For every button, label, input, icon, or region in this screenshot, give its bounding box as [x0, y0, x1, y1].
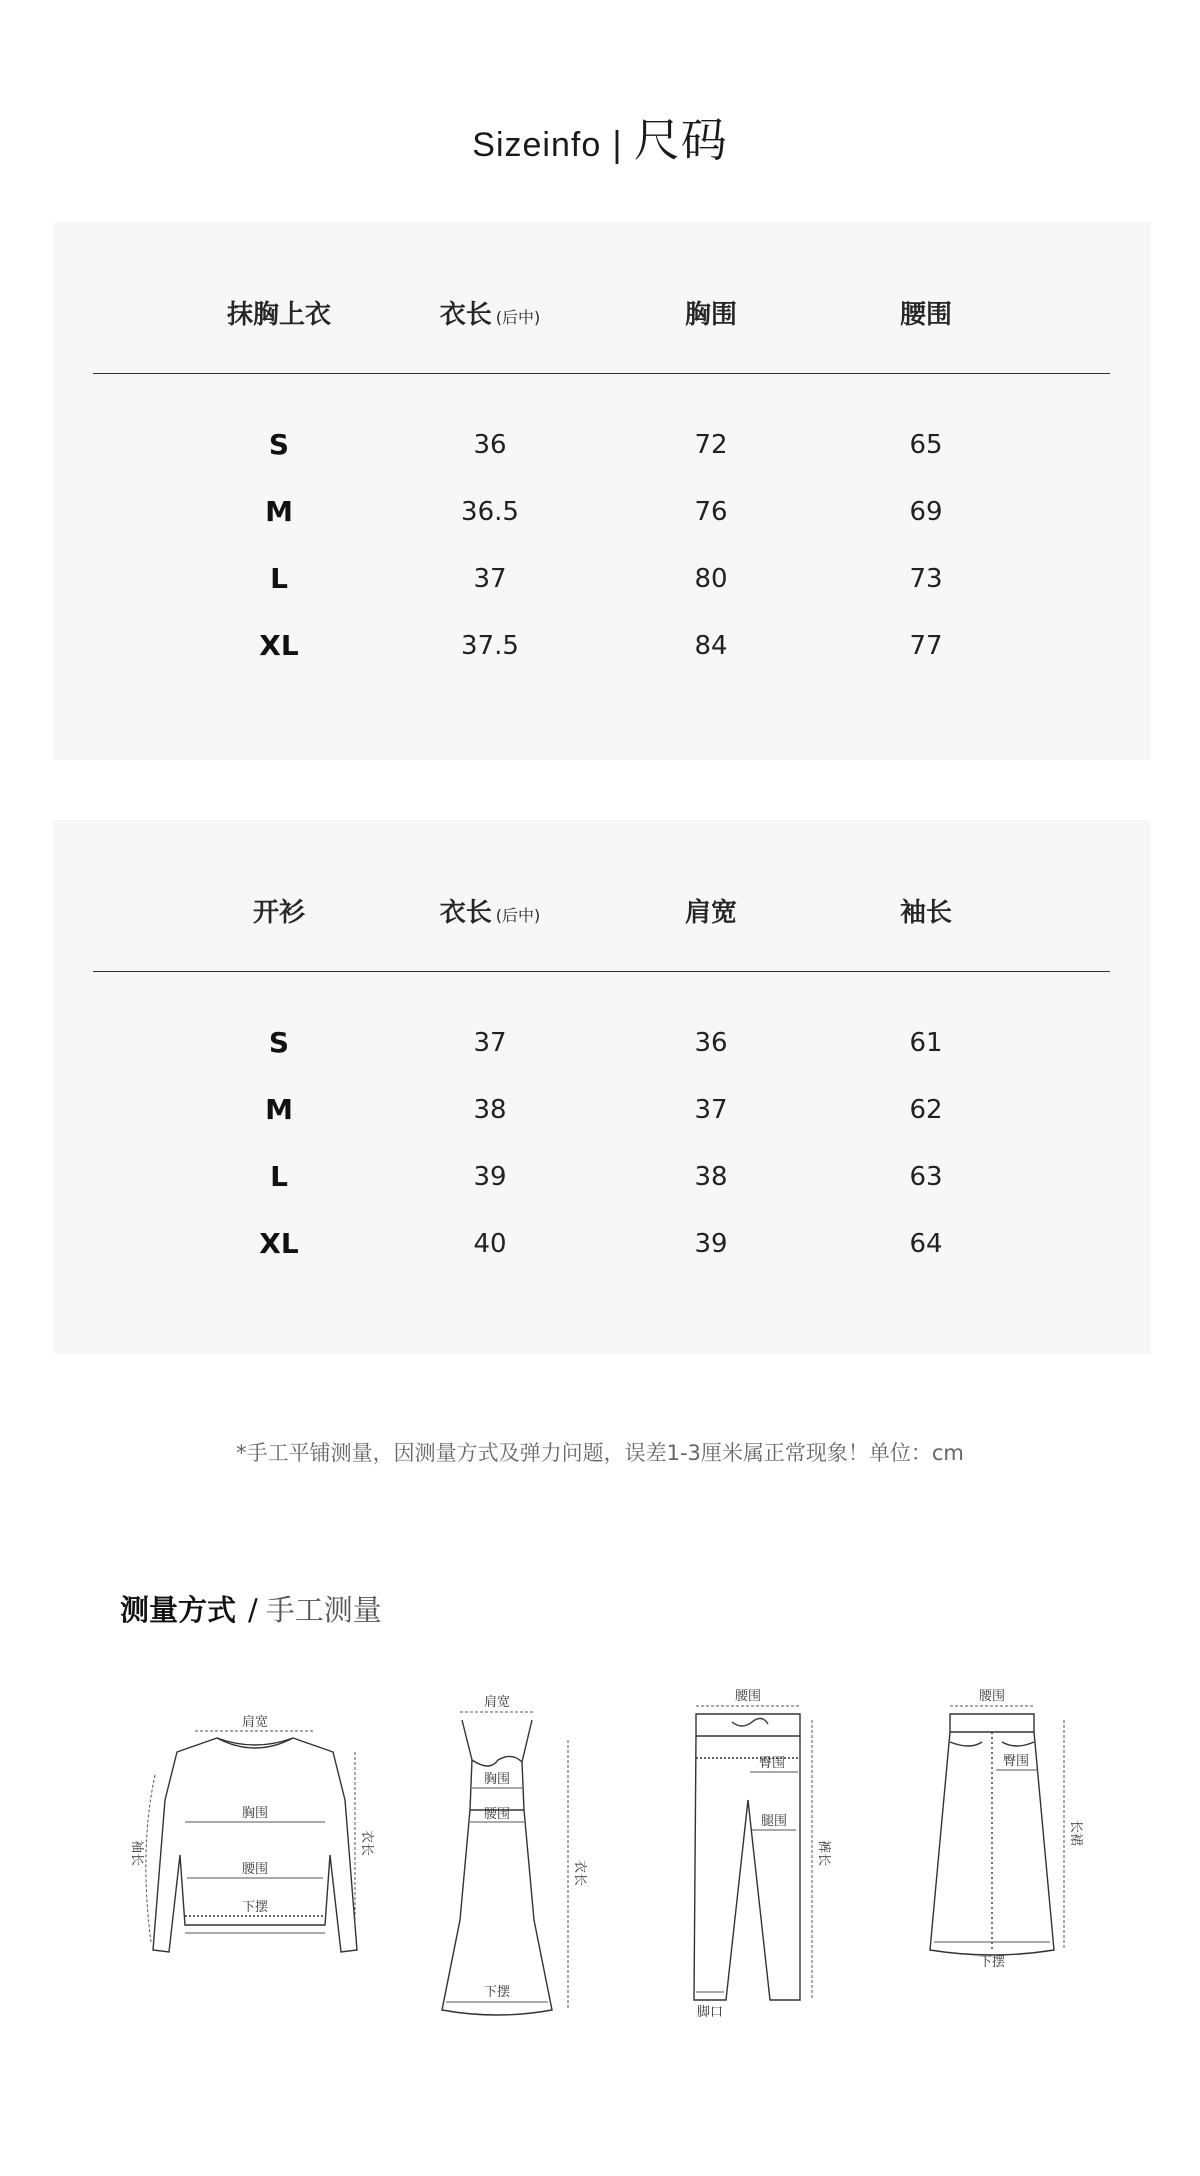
header-col1-text: 衣长	[439, 898, 492, 928]
title-separator: |	[611, 125, 624, 165]
header-col2: 肩宽	[684, 898, 738, 928]
label-chest: 胸围	[483, 1772, 511, 1787]
label-waist: 腰围	[241, 1862, 269, 1877]
table-body	[53, 1020, 1150, 1288]
label-hem: 下摆	[241, 1900, 269, 1915]
pants-diagram	[680, 1680, 860, 2020]
page-title	[0, 112, 1200, 173]
table-header	[53, 292, 1150, 338]
measure-heading	[120, 1590, 382, 1630]
measure-heading-separator: /	[248, 1593, 258, 1627]
label-length: 衣长	[572, 1860, 587, 1887]
measure-heading-bold: 测量方式	[120, 1593, 237, 1627]
table-row	[53, 556, 1150, 623]
label-length: 长裙	[1068, 1820, 1083, 1847]
header-label: 开衫	[252, 898, 306, 928]
label-thigh: 腿围	[760, 1814, 788, 1829]
value-cell: 38	[694, 1162, 728, 1192]
header-col1-text: 衣长	[439, 300, 492, 330]
value-cell: 37	[473, 564, 507, 594]
header-label: 抹胸上衣	[226, 300, 332, 330]
header-divider	[93, 373, 1110, 374]
size-cell: XL	[259, 1227, 299, 1260]
size-table-bottom	[53, 820, 1150, 1354]
header-col3: 腰围	[899, 300, 953, 330]
table-body	[53, 422, 1150, 690]
size-cell: S	[268, 428, 290, 461]
label-shoulder: 肩宽	[241, 1715, 269, 1730]
value-cell: 37	[473, 1028, 507, 1058]
table-row	[53, 1221, 1150, 1288]
value-cell: 36.5	[461, 497, 519, 527]
label-length: 裤长	[816, 1840, 831, 1867]
value-cell: 65	[909, 430, 943, 460]
label-waist: 腰围	[734, 1689, 762, 1704]
table-row	[53, 1020, 1150, 1087]
value-cell: 84	[694, 631, 728, 661]
value-cell: 37.5	[461, 631, 519, 661]
value-cell: 38	[473, 1095, 507, 1125]
header-divider	[93, 971, 1110, 972]
value-cell: 80	[694, 564, 728, 594]
size-table-top	[53, 222, 1150, 760]
value-cell: 73	[909, 564, 943, 594]
table-row	[53, 1087, 1150, 1154]
size-cell: M	[265, 495, 293, 528]
dress-diagram	[420, 1680, 620, 2020]
skirt-diagram	[900, 1680, 1100, 1980]
label-leg-opening: 脚口	[696, 2005, 724, 2020]
label-hip: 臀围	[758, 1756, 786, 1771]
value-cell: 69	[909, 497, 943, 527]
value-cell: 72	[694, 430, 728, 460]
value-cell: 62	[909, 1095, 943, 1125]
label-shoulder: 肩宽	[483, 1695, 511, 1710]
sweater-diagram	[125, 1680, 385, 1980]
label-length: 衣长	[359, 1830, 374, 1857]
size-cell: XL	[259, 629, 299, 662]
label-waist: 腰围	[483, 1807, 511, 1822]
title-zh: 尺码	[633, 113, 728, 167]
header-col1	[440, 890, 541, 939]
size-cell: S	[268, 1026, 290, 1059]
table-row	[53, 1154, 1150, 1221]
header-col1	[440, 292, 541, 341]
header-col2: 胸围	[684, 300, 738, 330]
value-cell: 40	[473, 1229, 507, 1259]
value-cell: 63	[909, 1162, 943, 1192]
header-col1-sub: (后中)	[495, 308, 541, 327]
value-cell: 36	[473, 430, 507, 460]
label-hem: 下摆	[978, 1955, 1006, 1970]
label-waist: 腰围	[978, 1689, 1006, 1704]
size-cell: L	[270, 562, 288, 595]
title-en: Sizeinfo	[472, 126, 602, 164]
size-cell: L	[270, 1160, 288, 1193]
value-cell: 36	[694, 1028, 728, 1058]
skirt-illustration	[900, 1680, 1100, 1980]
value-cell: 77	[909, 631, 943, 661]
value-cell: 76	[694, 497, 728, 527]
table-row	[53, 422, 1150, 489]
value-cell: 61	[909, 1028, 943, 1058]
label-hip: 臀围	[1002, 1754, 1030, 1769]
table-row	[53, 489, 1150, 556]
measure-heading-light: 手工测量	[265, 1593, 382, 1627]
header-col1-sub: (后中)	[495, 906, 541, 925]
measurement-note: *手工平铺测量，因测量方式及弹力问题，误差1-3厘米属正常现象！单位：cm	[236, 1441, 964, 1465]
value-cell: 37	[694, 1095, 728, 1125]
table-row	[53, 623, 1150, 690]
size-cell: M	[265, 1093, 293, 1126]
header-col3: 袖长	[899, 898, 953, 928]
value-cell: 39	[694, 1229, 728, 1259]
sweater-illustration	[125, 1680, 385, 1980]
label-sleeve: 袖长	[129, 1840, 144, 1867]
value-cell: 64	[909, 1229, 943, 1259]
label-hem: 下摆	[483, 1985, 511, 2000]
table-header	[53, 890, 1150, 936]
dress-illustration	[420, 1680, 620, 2020]
pants-illustration	[680, 1680, 860, 2020]
label-chest: 胸围	[241, 1806, 269, 1821]
value-cell: 39	[473, 1162, 507, 1192]
